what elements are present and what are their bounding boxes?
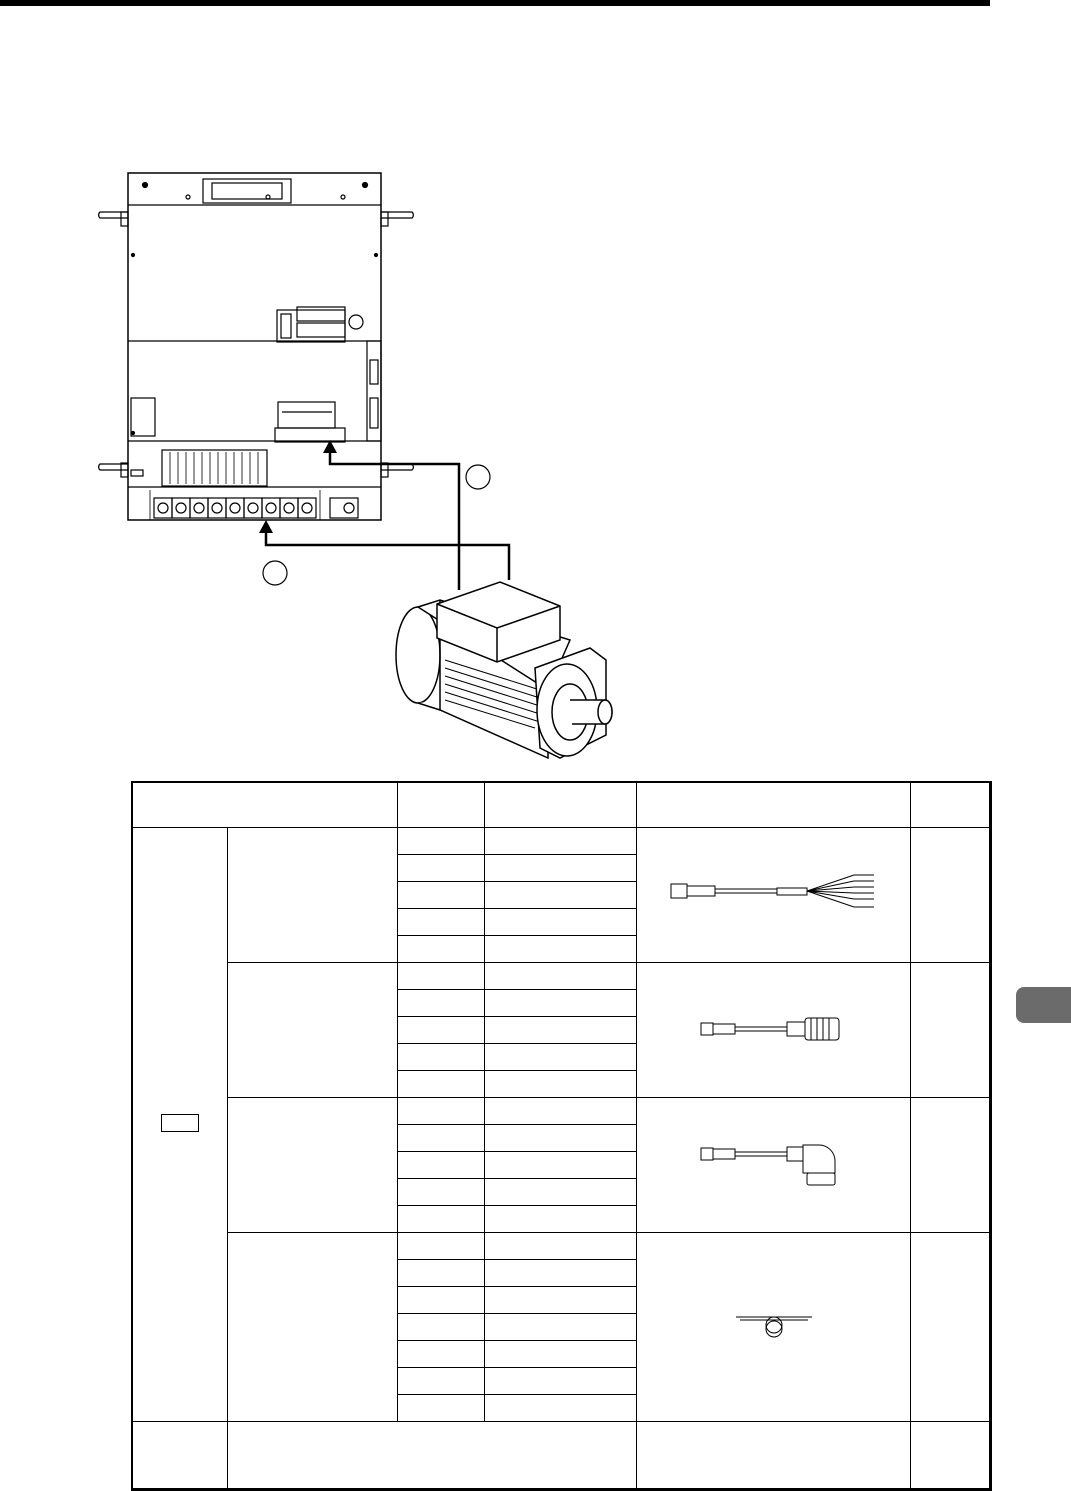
- model-cell: [398, 1368, 485, 1395]
- length-cell: [485, 1341, 637, 1368]
- table-row: [132, 963, 992, 990]
- table-row: [132, 1098, 992, 1125]
- cable-flying-leads-icon: [669, 869, 879, 919]
- length-cell: [485, 1125, 637, 1152]
- length-cell: [485, 1071, 637, 1098]
- length-cell: [485, 1260, 637, 1287]
- model-cell: [398, 1179, 485, 1206]
- length-cell: [485, 1017, 637, 1044]
- model-cell: [398, 1044, 485, 1071]
- category-cell: [132, 828, 228, 1422]
- length-cell: [485, 828, 637, 855]
- note-cell: [911, 1422, 992, 1491]
- model-cell: [398, 963, 485, 990]
- cable-image-cell: [637, 1098, 911, 1233]
- servo-motor-icon: [396, 582, 612, 758]
- callout-power-cable: [263, 561, 287, 585]
- subgroup-name: [228, 828, 398, 963]
- cable-reel-icon: [734, 1311, 814, 1341]
- description-cell: [228, 1422, 637, 1491]
- servo-drive-icon: [99, 173, 414, 520]
- model-cell: [398, 1287, 485, 1314]
- model-cell: [398, 882, 485, 909]
- model-cell: [398, 990, 485, 1017]
- header-cell: [485, 782, 637, 828]
- length-cell: [485, 1098, 637, 1125]
- subgroup-name: [228, 963, 398, 1098]
- model-cell: [398, 1341, 485, 1368]
- cable-straight-connector-icon: [699, 1014, 849, 1044]
- chapter-tab[interactable]: [1016, 987, 1071, 1023]
- category-cell: [132, 1422, 228, 1491]
- model-cell: [398, 1125, 485, 1152]
- model-cell: [398, 909, 485, 936]
- length-cell: [485, 1395, 637, 1422]
- note-cell: [911, 963, 992, 1098]
- subgroup-name: [228, 1233, 398, 1422]
- length-cell: [485, 1206, 637, 1233]
- length-cell: [485, 1314, 637, 1341]
- table-row: [132, 828, 992, 855]
- length-cell: [485, 1233, 637, 1260]
- length-cell: [485, 1287, 637, 1314]
- model-cell: [398, 855, 485, 882]
- cable-image-cell: [637, 828, 911, 963]
- spec-table: [131, 781, 992, 1491]
- header-cell: [637, 782, 911, 828]
- length-cell: [485, 909, 637, 936]
- note-cell: [911, 1233, 992, 1422]
- length-cell: [485, 1152, 637, 1179]
- length-cell: [485, 1044, 637, 1071]
- cable-image-cell: [637, 1233, 911, 1422]
- length-cell: [485, 1179, 637, 1206]
- model-cell: [398, 1152, 485, 1179]
- table-header-row: [132, 782, 992, 828]
- model-cell: [398, 936, 485, 963]
- image-cell: [637, 1422, 911, 1491]
- length-cell: [485, 936, 637, 963]
- category-box: [161, 1114, 199, 1132]
- callout-encoder-cable: [466, 465, 490, 489]
- header-cell: [132, 782, 398, 828]
- model-cell: [398, 1260, 485, 1287]
- model-cell: [398, 828, 485, 855]
- model-cell: [398, 1314, 485, 1341]
- table-row: [132, 1233, 992, 1260]
- header-cell: [911, 782, 992, 828]
- model-cell: [398, 1206, 485, 1233]
- length-cell: [485, 855, 637, 882]
- length-cell: [485, 990, 637, 1017]
- note-cell: [911, 828, 992, 963]
- table-row: [132, 1422, 992, 1491]
- note-cell: [911, 1098, 992, 1233]
- model-cell: [398, 1233, 485, 1260]
- model-cell: [398, 1098, 485, 1125]
- length-cell: [485, 963, 637, 990]
- cable-image-cell: [637, 963, 911, 1098]
- model-cell: [398, 1071, 485, 1098]
- model-cell: [398, 1017, 485, 1044]
- header-cell: [398, 782, 485, 828]
- length-cell: [485, 882, 637, 909]
- subgroup-name: [228, 1098, 398, 1233]
- length-cell: [485, 1368, 637, 1395]
- model-cell: [398, 1395, 485, 1422]
- cable-right-angle-connector-icon: [699, 1139, 849, 1189]
